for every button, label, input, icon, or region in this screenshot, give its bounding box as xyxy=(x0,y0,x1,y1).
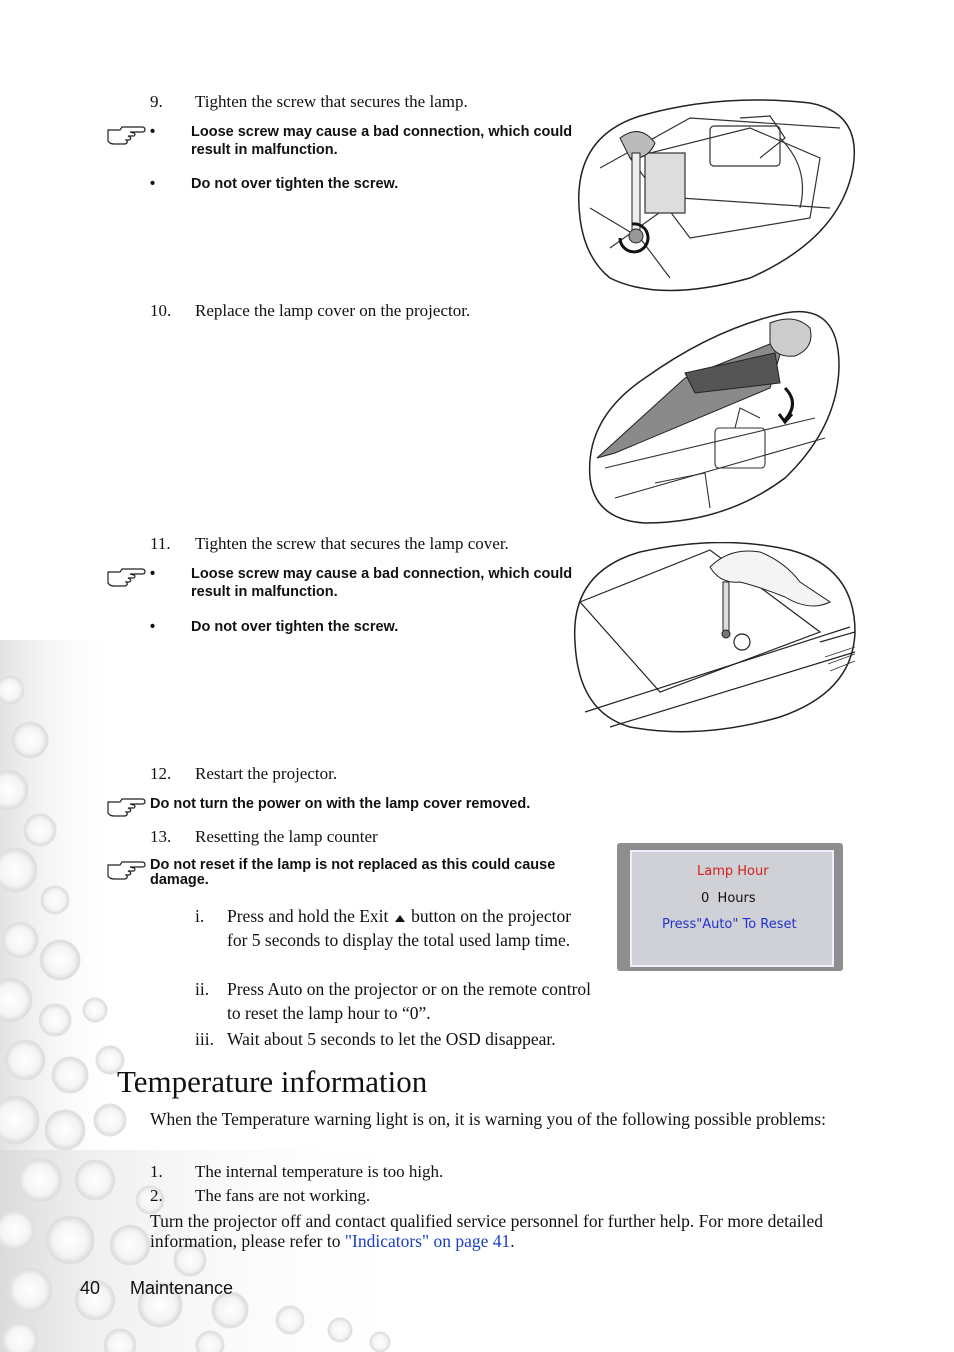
osd-reset-text: Press"Auto" To Reset xyxy=(662,917,797,932)
note-11a xyxy=(150,565,590,605)
step-text: Tighten the screw that secures the lamp. xyxy=(195,92,468,111)
substep-text: Press and hold the xyxy=(227,906,360,926)
step-number: 13. xyxy=(150,827,172,846)
closing-text: Turn the projector off and contact qualified service personnel for further help. For more detailed information, please refer to xyxy=(150,1211,824,1251)
bullet: • xyxy=(150,619,156,635)
bullet: • xyxy=(150,176,156,192)
substep-number: ii. xyxy=(195,979,210,999)
substep-text: Wait about 5 seconds to let the OSD disappear. xyxy=(227,1029,556,1049)
item-text: The fans are not working. xyxy=(195,1186,371,1205)
step-text: Restart the projector. xyxy=(195,764,338,783)
osd-hours-value: 0 xyxy=(701,891,710,906)
temperature-intro: When the Temperature warning light is on, it is warning you of the following possible problems: xyxy=(150,1109,826,1129)
note-11b xyxy=(150,618,590,638)
step-number: 12. xyxy=(150,764,172,783)
cover-screw-illustration xyxy=(570,542,858,734)
step-text: Tighten the screw that secures the lamp cover. xyxy=(195,534,509,553)
step-number: 10. xyxy=(150,301,172,320)
note-text: Loose screw may cause a bad connection, which could result in malfunction. xyxy=(191,124,573,158)
lamp-cover-illustration xyxy=(585,308,841,526)
note-text: Do not turn the power on with the lamp cover removed. xyxy=(150,796,531,812)
page-number: 40 xyxy=(80,1278,101,1298)
bullet: • xyxy=(150,566,156,582)
note-text: Do not reset if the lamp is not replaced as this could cause damage. xyxy=(150,857,556,888)
auto-key-label: Auto xyxy=(267,979,303,999)
note-9a xyxy=(150,123,590,163)
substep-text: button on the projector for 5 seconds to display the total used lamp time. xyxy=(227,906,572,950)
substep-number: i. xyxy=(195,906,205,926)
note-text: Do not over tighten the screw. xyxy=(191,619,399,635)
pointing-hand-icon xyxy=(106,859,146,881)
note-text: Do not over tighten the screw. xyxy=(191,176,399,192)
note-13 xyxy=(150,858,595,888)
substep-iii xyxy=(195,1027,615,1051)
lamp-screw-illustration xyxy=(570,98,860,294)
pointing-hand-icon xyxy=(106,796,146,818)
item-number: 1. xyxy=(150,1162,163,1181)
substep-text: on the projector or on the remote control to reset the lamp hour to “0”. xyxy=(227,979,592,1023)
temperature-closing xyxy=(150,1211,850,1251)
indicators-link[interactable]: "Indicators" on page 41 xyxy=(344,1231,511,1251)
pointing-hand-icon xyxy=(106,124,146,146)
step-text: Replace the lamp cover on the projector. xyxy=(195,301,471,320)
osd-hours-label: Hours xyxy=(717,891,756,906)
pointing-hand-icon xyxy=(106,566,146,588)
osd-hours xyxy=(701,891,756,906)
section-heading: Temperature information xyxy=(117,1064,428,1099)
step-number: 11. xyxy=(150,534,171,553)
substep-number: iii. xyxy=(195,1029,214,1049)
substep-text: Press xyxy=(227,979,268,999)
note-12 xyxy=(150,795,610,813)
note-text: Loose screw may cause a bad connection, which could result in malfunction. xyxy=(191,566,573,600)
closing-period: . xyxy=(510,1231,515,1251)
item-number: 2. xyxy=(150,1186,163,1205)
step-number: 9. xyxy=(150,92,163,111)
exit-key-label: Exit xyxy=(359,906,389,926)
substep-ii xyxy=(195,977,595,1025)
substep-i xyxy=(195,904,595,952)
item-text: The internal temperature is too high. xyxy=(195,1162,444,1181)
osd-title: Lamp Hour xyxy=(697,864,769,879)
footer-section: Maintenance xyxy=(130,1278,234,1298)
bullet: • xyxy=(150,124,156,140)
up-triangle-icon xyxy=(393,913,407,923)
step-text: Resetting the lamp counter xyxy=(195,827,378,846)
note-9b xyxy=(150,175,590,195)
